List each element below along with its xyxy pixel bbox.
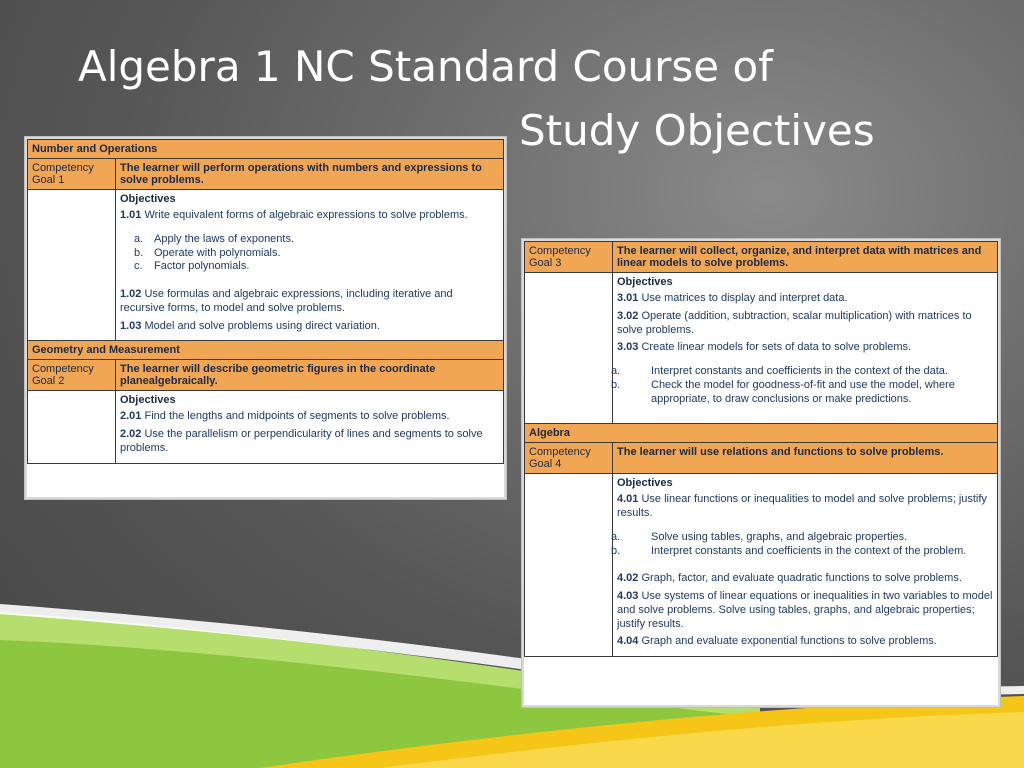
section-header-number-operations: Number and Operations (28, 140, 504, 159)
objective-number: 3.01 (617, 292, 639, 304)
objective-number: 3.02 (617, 309, 639, 322)
objective-3-01 (617, 292, 993, 306)
left-table (27, 139, 504, 464)
subitem-text: Interpret constants and coefficients in the context of the data. (651, 365, 948, 377)
objective-text: Find the lengths and midpoints of segments to solve problems. (144, 410, 450, 423)
subitem-text: Apply the laws of exponents. (154, 232, 295, 245)
goal1-label: Competency Goal 1 (28, 159, 116, 190)
standards-table-left (25, 137, 506, 499)
objective-text: Graph, factor, and evaluate quadratic functions to solve problems. (641, 572, 962, 585)
subitem-text: Operate with polynomials. (154, 246, 281, 259)
objectives-heading: Objectives (617, 477, 673, 490)
subitem (134, 247, 499, 261)
objective-text: Graph and evaluate exponential functions to solve problems. (641, 635, 937, 648)
objective-4-03 (617, 590, 993, 631)
subitem-letter: a. (611, 365, 621, 377)
right-table (524, 241, 998, 657)
subitem (611, 544, 993, 559)
objective-text: Write equivalent forms of algebraic expressions to solve problems. (144, 209, 468, 221)
subitem-letter: a. (611, 530, 621, 543)
subitem-letter: a. (134, 232, 144, 245)
subitem-letter: b. (134, 246, 144, 259)
slide-title-line2: Study Objectives (519, 106, 875, 155)
goal1-text: The learner will perform operations with numbers and expressions to solve problems. (116, 159, 504, 190)
objectives-heading: Objectives (120, 394, 176, 407)
goal4-text: The learner will use relations and functions to solve problems. (613, 443, 998, 474)
objective-2-01 (120, 410, 499, 424)
objective-3-03 (617, 341, 993, 355)
objective-text: Create linear models for sets of data to solve problems. (641, 341, 912, 354)
objective-number: 1.03 (120, 319, 142, 332)
goal1-empty-cell (28, 190, 116, 341)
objective-4-01 (617, 493, 993, 521)
objective-1-02 (120, 288, 499, 316)
objectives-heading: Objectives (617, 276, 673, 288)
subitem-letter: b. (611, 544, 621, 557)
subitem (134, 233, 499, 247)
goal3-empty-cell (525, 273, 613, 424)
subitem-letter: b. (611, 378, 621, 391)
goal2-empty-cell (28, 391, 116, 463)
goal1-objectives-cell (116, 190, 504, 341)
goal3-text: The learner will collect, organize, and interpret data with matrices and linear models to solve problems. (613, 242, 998, 273)
objective-text: Use the parallelism or perpendicularity of lines and segments to solve problems. (120, 428, 483, 454)
subitem-text: Solve using tables, graphs, and algebraic properties. (651, 530, 908, 543)
subitem (134, 260, 499, 274)
standards-table-right (522, 239, 1000, 707)
subitem (611, 378, 993, 407)
objective-3-03-subitems (611, 365, 993, 406)
objective-text: Operate (addition, subtraction, scalar multiplication) with matrices to solve problems. (617, 309, 972, 336)
subitem (611, 530, 993, 545)
subitem (611, 365, 993, 379)
objective-1-01-subitems (134, 233, 499, 274)
section-header-geometry: Geometry and Measurement (28, 341, 504, 360)
objective-number: 1.01 (120, 209, 142, 221)
objective-4-04 (617, 635, 993, 649)
objective-1-01 (120, 209, 499, 223)
objective-3-02 (617, 310, 993, 338)
objective-1-03 (120, 320, 499, 334)
section-header-algebra: Algebra (525, 424, 998, 443)
objective-text: Use formulas and algebraic expressions, including iterative and recursive forms, to model and solve problems. (120, 288, 453, 314)
objective-number: 3.03 (617, 341, 639, 354)
objectives-heading: Objectives (120, 193, 176, 205)
goal4-empty-cell (525, 474, 613, 657)
goal2-text: The learner will describe geometric figures in the coordinate planealgebraically. (116, 360, 504, 391)
objective-number: 1.02 (120, 288, 142, 300)
goal2-objectives-cell (116, 391, 504, 463)
objective-number: 2.01 (120, 410, 142, 423)
subitem-letter: c. (134, 260, 143, 273)
objective-4-02 (617, 572, 993, 586)
goal3-label: Competency Goal 3 (525, 242, 613, 273)
subitem-text: Check the model for goodness-of-fit and use the model, where appropriate, to draw conclusions or make predictions. (651, 378, 955, 405)
objective-4-01-subitems (611, 530, 993, 559)
goal4-objectives-cell (613, 474, 998, 657)
objective-text: Use matrices to display and interpret data. (641, 292, 848, 304)
objective-number: 4.01 (617, 493, 639, 506)
objective-text: Use linear functions or inequalities to model and solve problems; justify results. (617, 493, 987, 519)
objective-number: 4.04 (617, 635, 639, 648)
slide-title-line1: Algebra 1 NC Standard Course of (78, 42, 773, 91)
objective-text: Model and solve problems using direct variation. (144, 319, 380, 332)
subitem-text: Interpret constants and coefficients in the context of the problem. (651, 544, 967, 557)
objective-number: 4.03 (617, 590, 639, 602)
goal2-label: Competency Goal 2 (28, 360, 116, 391)
objective-number: 4.02 (617, 572, 639, 585)
subitem-text: Factor polynomials. (154, 260, 250, 273)
goal4-label: Competency Goal 4 (525, 443, 613, 474)
goal3-objectives-cell (613, 273, 998, 424)
objective-2-02 (120, 428, 499, 456)
objective-number: 2.02 (120, 428, 142, 440)
objective-text: Use systems of linear equations or inequalities in two variables to model and solve problems. Solve using tables, graphs, and algebraic properties; justify results. (617, 590, 993, 630)
